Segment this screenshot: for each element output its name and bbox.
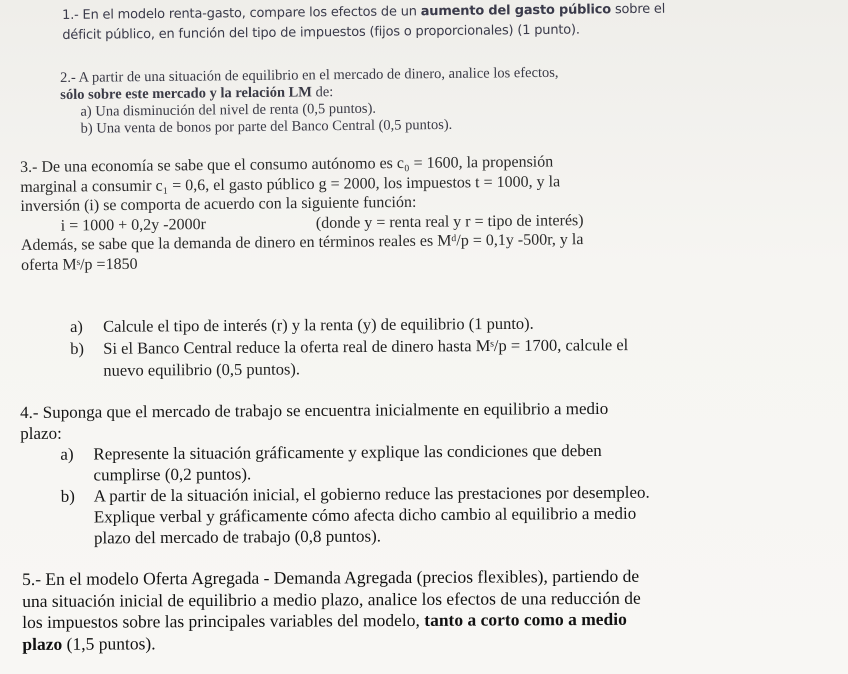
question-4-item-b-cont-1: Explique verbal y gráficamente cómo afecta dicho cambio al equilibrio a medio xyxy=(93,503,637,527)
question-3-line-4: Además, se sabe que la demanda de dinero en términos reales es Mᵈ/p = 0,1y -500r, y la xyxy=(20,231,584,254)
question-2-item-a: a) Una disminución del nivel de renta (0,5 puntos). xyxy=(80,100,377,120)
question-1-line-2: déficit público, en función del tipo de impuestos (fijos o proporcionales) (1 punto). xyxy=(62,22,580,43)
question-5 xyxy=(22,565,834,655)
question-5-line-3: los impuestos sobre las principales variables del modelo, tanto a corto como a medio xyxy=(22,608,627,632)
question-1-line-1: 1.- En el modelo renta-gasto, compare los efectos de un aumento del gasto público sobre el xyxy=(62,1,666,23)
question-2-line-2: sólo sobre este mercado y la relación LM de: xyxy=(60,84,334,103)
question-4-item-a-cont: cumplirse (0,2 puntos). xyxy=(93,464,252,485)
question-3-subitems xyxy=(70,311,834,382)
question-4-item-b-cont-2: plazo del mercado de trabajo (0,8 puntos). xyxy=(93,526,382,548)
question-3 xyxy=(20,149,835,275)
question-4 xyxy=(20,396,835,549)
question-3-item-b: b) Si el Banco Central reduce la oferta real de dinero hasta Mˢ/p = 1700, calcule el xyxy=(70,335,629,358)
question-3-item-a: a) Calcule el tipo de interés (r) y la renta (y) de equilibrio (1 punto). xyxy=(70,313,534,336)
question-5-line-2: una situación inicial de equilibrio a medio plazo, analice los efectos de una reducción de xyxy=(22,587,641,611)
question-4-line-1: 4.- Suponga que el mercado de trabajo se encuentra inicialmente en equilibrio a medio xyxy=(20,398,609,422)
question-3-line-3: inversión (i) se comporta de acuerdo con la siguiente función: xyxy=(20,193,417,215)
formula-note: (donde y = renta real y r = tipo de interés) xyxy=(315,211,584,232)
question-3-item-b-cont: nuevo equilibrio (0,5 puntos). xyxy=(103,359,301,380)
question-5-line-4: plazo (1,5 puntos). xyxy=(22,632,156,654)
question-2 xyxy=(60,62,835,138)
question-2-line-1: 2.- A partir de una situación de equilibrio en el mercado de dinero, analice los efectos, xyxy=(60,64,559,86)
question-5-line-1: 5.- En el modelo Oferta Agregada - Demanda Agregada (precios flexibles), partiendo de xyxy=(22,565,640,589)
question-1 xyxy=(62,0,834,46)
question-4-item-b: b) A partir de la situación inicial, el gobierno reduce las prestaciones por desempleo. xyxy=(60,482,650,506)
question-3-line-2: marginal a consumir c₁ = 0,6, el gasto público g = 2000, los impuestos t = 1000, y la xyxy=(20,172,561,196)
question-3-line-1: 3.- De una economía se sabe que el consumo autónomo es c₀ = 1600, la propensión xyxy=(20,153,554,176)
question-4-line-2: plazo: xyxy=(20,423,62,443)
question-3-line-5: oferta Mˢ/p =1850 xyxy=(21,255,138,274)
question-2-item-b: b) Una venta de bonos por parte del Banco Central (0,5 puntos). xyxy=(80,116,453,137)
investment-formula: i = 1000 + 0,2y -2000r xyxy=(60,215,206,235)
question-4-item-a: a) Represente la situación gráficamente y explique las condiciones que deben xyxy=(60,440,602,464)
